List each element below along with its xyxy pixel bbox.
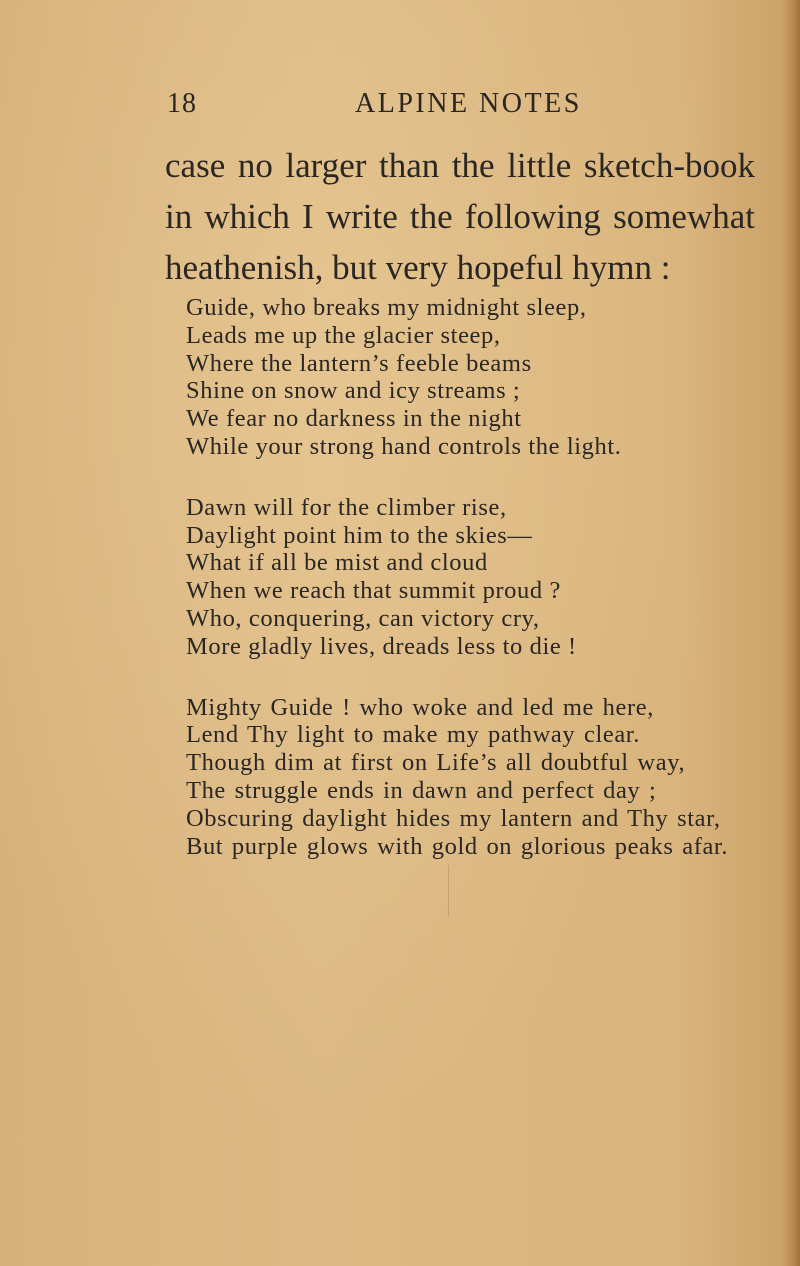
prose-line: in which I write the following somewhat [165,197,755,236]
verse-line: More gladly lives, dreads less to die ! [186,632,577,660]
verse-line: Guide, who breaks my midnight sleep, [186,294,587,321]
page-number: 18 [167,88,197,119]
verse-line: The struggle ends in dawn and perfect day ; [186,776,657,804]
stanza [186,294,756,461]
verse-line: We fear no darkness in the night [186,405,522,433]
verse-line: Lend Thy light to make my pathway clear. [186,721,640,749]
page-edge-shadow [782,0,800,1266]
verse-line: Mighty Guide ! who woke and led me here, [186,693,654,721]
verse-line: While your strong hand controls the light. [186,432,622,460]
verse-line: Leads me up the glacier steep, [186,321,501,349]
verse-line: Obscuring daylight hides my lantern and Thy star, [186,804,721,832]
verse-line: When we reach that summit proud ? [186,577,561,605]
verse-line: Dawn will for the climber rise, [186,493,507,521]
prose-line: case no larger than the little sketch-book [165,146,755,185]
verse-line: Daylight point him to the skies— [186,521,533,549]
hymn [186,294,756,860]
verse-line: But purple glows with gold on glorious peaks afar. [186,832,729,860]
prose-line: heathenish, but very hopeful hymn : [165,248,671,287]
running-title: ALPINE NOTES [355,88,582,119]
prose-paragraph [165,140,755,293]
running-header [0,88,800,128]
paper-crease-mark [448,865,449,917]
stanza [186,494,756,661]
verse-line: Who, conquering, can victory cry, [186,604,540,632]
verse-line: Where the lantern’s feeble beams [186,349,532,377]
stanza [186,694,756,861]
verse-line: Though dim at first on Life’s all doubtful way, [186,749,686,777]
verse-line: Shine on snow and icy streams ; [186,377,521,405]
verse-line: What if all be mist and cloud [186,549,488,577]
